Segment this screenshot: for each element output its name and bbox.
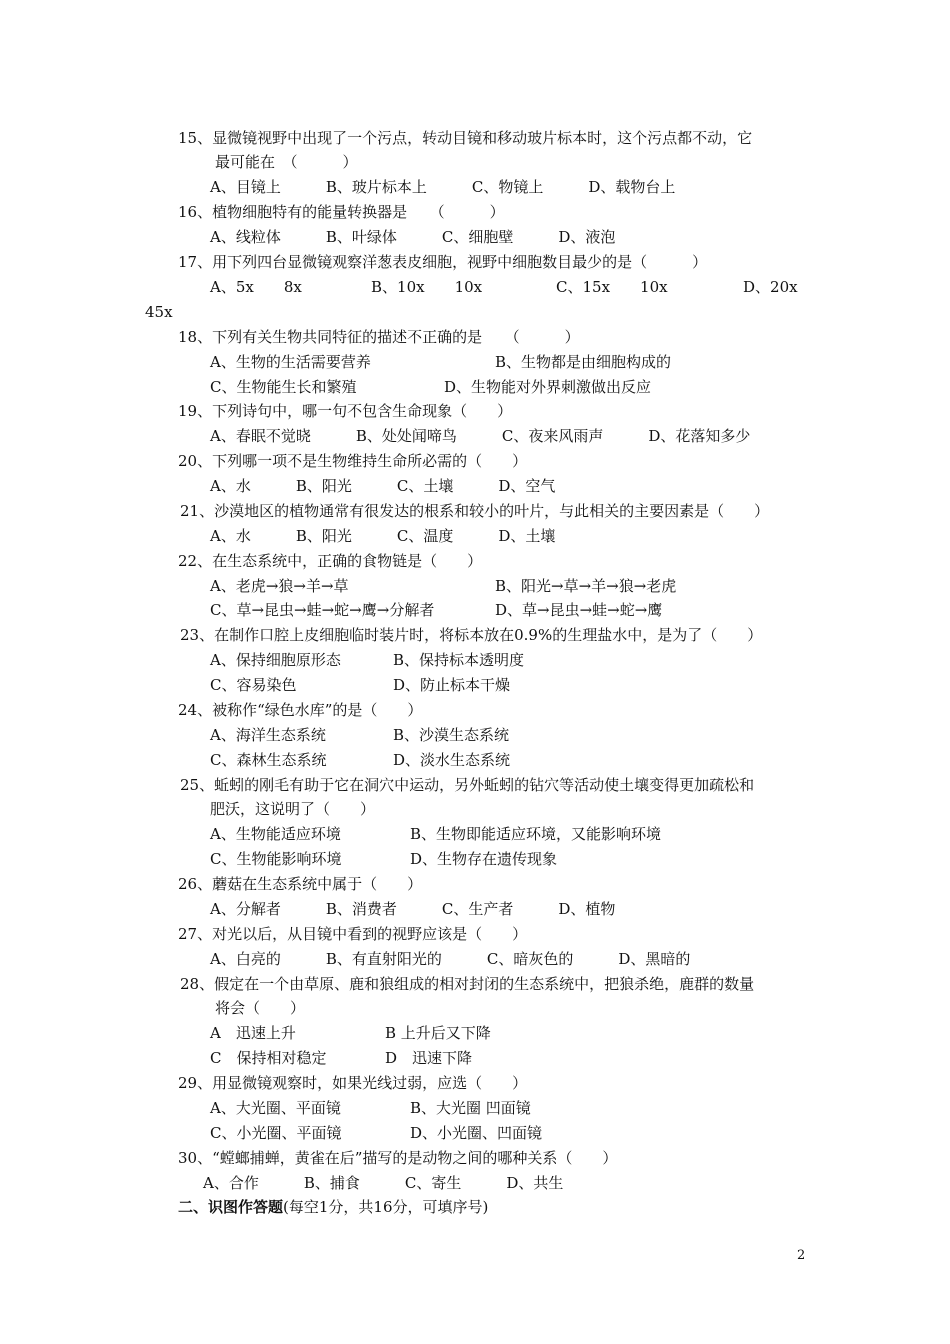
question-29-option-b: B、大光圈 凹面镜 [410, 1099, 531, 1117]
section-heading [178, 1197, 488, 1217]
question-15-stem-cont: 最可能在 （ ） [215, 153, 358, 171]
question-19-options: A、春眠不觉晓 B、处处闻啼鸟 C、夜来风雨声 D、花落知多少 [210, 427, 751, 445]
section-title: 二、识图作答题 [178, 1198, 284, 1216]
question-22-stem: 22、在生态系统中，正确的食物链是（ ） [178, 552, 483, 570]
question-30-stem: 30、“螳螂捕蝉，黄雀在后”描写的是动物之间的哪种关系（ ） [178, 1149, 618, 1167]
question-22-option-a: A、老虎→狼→羊→草 [210, 577, 349, 595]
question-20-stem: 20、下列哪一项不是生物维持生命所必需的（ ） [178, 452, 528, 470]
question-28-option-d: D 迅速下降 [385, 1049, 473, 1067]
question-15-options: A、目镜上 B、玻片标本上 C、物镜上 D、载物台上 [210, 178, 676, 196]
question-18-stem: 18、下列有关生物共同特征的描述不正确的是 （ ） [178, 328, 580, 346]
question-25-option-d: D、生物存在遗传现象 [410, 850, 558, 868]
question-19-stem: 19、下列诗句中，哪一句不包含生命现象（ ） [178, 402, 513, 420]
question-27-stem: 27、对光以后，从目镜中看到的视野应该是（ ） [178, 925, 528, 943]
question-23-option-a: A、保持细胞原形态 [210, 651, 341, 669]
question-23-option-b: B、保持标本透明度 [393, 651, 525, 669]
question-24-option-d: D、淡水生态系统 [393, 751, 511, 769]
question-28-option-a: A 迅速上升 [210, 1024, 296, 1042]
question-24-option-b: B、沙漠生态系统 [393, 726, 510, 744]
question-17-option-d-cont: 45x [145, 303, 173, 321]
question-24-option-c: C、森林生态系统 [210, 751, 327, 769]
question-25-option-c: C、生物能影响环境 [210, 850, 342, 868]
question-21-stem: 21、沙漠地区的植物通常有很发达的根系和较小的叶片，与此相关的主要因素是（ ） [180, 502, 770, 520]
question-28-option-c: C 保持相对稳定 [210, 1049, 327, 1067]
question-24-option-a: A、海洋生态系统 [210, 726, 326, 744]
question-25-option-b: B、生物即能适应环境，又能影响环境 [410, 825, 662, 843]
question-23-option-d: D、防止标本干燥 [393, 676, 511, 694]
question-16-options: A、线粒体 B、叶绿体 C、细胞壁 D、液泡 [210, 228, 616, 246]
question-25-stem: 25、蚯蚓的刚毛有助于它在洞穴中运动，另外蚯蚓的钻穴等活动使土壤变得更加疏松和 [180, 776, 755, 794]
question-23-option-c: C、容易染色 [210, 676, 297, 694]
question-28-option-b: B 上升后又下降 [385, 1024, 491, 1042]
question-29-option-a: A、大光圈、平面镜 [210, 1099, 341, 1117]
question-29-option-d: D、小光圈、凹面镜 [410, 1124, 543, 1142]
question-22-option-c: C、草→昆虫→蛙→蛇→鹰→分解者 [210, 601, 435, 619]
question-20-options: A、水 B、阳光 C、土壤 D、空气 [210, 477, 556, 495]
question-25-option-a: A、生物能适应环境 [210, 825, 341, 843]
section-note: (每空1分，共16分，可填序号) [283, 1198, 489, 1216]
question-15-stem: 15、显微镜视野中出现了一个污点，转动目镜和移动玻片标本时，这个污点都不动，它 [178, 129, 753, 147]
page-number: 2 [797, 1248, 806, 1263]
question-18-option-b: B、生物都是由细胞构成的 [495, 353, 672, 371]
question-17-stem: 17、用下列四台显微镜观察洋葱表皮细胞，视野中细胞数目最少的是（ ） [178, 253, 708, 271]
question-17-option-a: A、5x 8x [210, 278, 302, 296]
question-17-option-c: C、15x 10x [556, 278, 668, 296]
question-22-option-b: B、阳光→草→羊→狼→老虎 [495, 577, 677, 595]
question-18-option-a: A、生物的生活需要营养 [210, 353, 371, 371]
question-24-stem: 24、被称作“绿色水库”的是（ ） [178, 701, 423, 719]
question-26-options: A、分解者 B、消费者 C、生产者 D、植物 [210, 900, 616, 918]
question-22-option-d: D、草→昆虫→蛙→蛇→鹰 [495, 601, 663, 619]
question-25-stem-cont: 肥沃，这说明了（ ） [210, 800, 376, 818]
question-28-stem: 28、假定在一个由草原、鹿和狼组成的相对封闭的生态系统中，把狼杀绝，鹿群的数量 [180, 975, 755, 993]
question-17-option-d: D、20x [743, 278, 798, 296]
question-18-option-c: C、生物能生长和繁殖 [210, 378, 357, 396]
question-21-options: A、水 B、阳光 C、温度 D、土壤 [210, 527, 556, 545]
question-17-option-b: B、10x 10x [371, 278, 483, 296]
question-29-stem: 29、用显微镜观察时，如果光线过弱，应选（ ） [178, 1074, 528, 1092]
question-27-options: A、白亮的 B、有直射阳光的 C、暗灰色的 D、黑暗的 [210, 950, 691, 968]
question-30-options: A、合作 B、捕食 C、寄生 D、共生 [203, 1174, 564, 1192]
question-28-stem-cont: 将会（ ） [215, 999, 306, 1017]
question-26-stem: 26、蘑菇在生态系统中属于（ ） [178, 875, 423, 893]
question-29-option-c: C、小光圈、平面镜 [210, 1124, 342, 1142]
question-23-stem: 23、在制作口腔上皮细胞临时装片时，将标本放在0.9%的生理盐水中，是为了（ ） [180, 626, 763, 644]
question-18-option-d: D、生物能对外界刺激做出反应 [444, 378, 652, 396]
question-16-stem: 16、植物细胞特有的能量转换器是 （ ） [178, 203, 505, 221]
